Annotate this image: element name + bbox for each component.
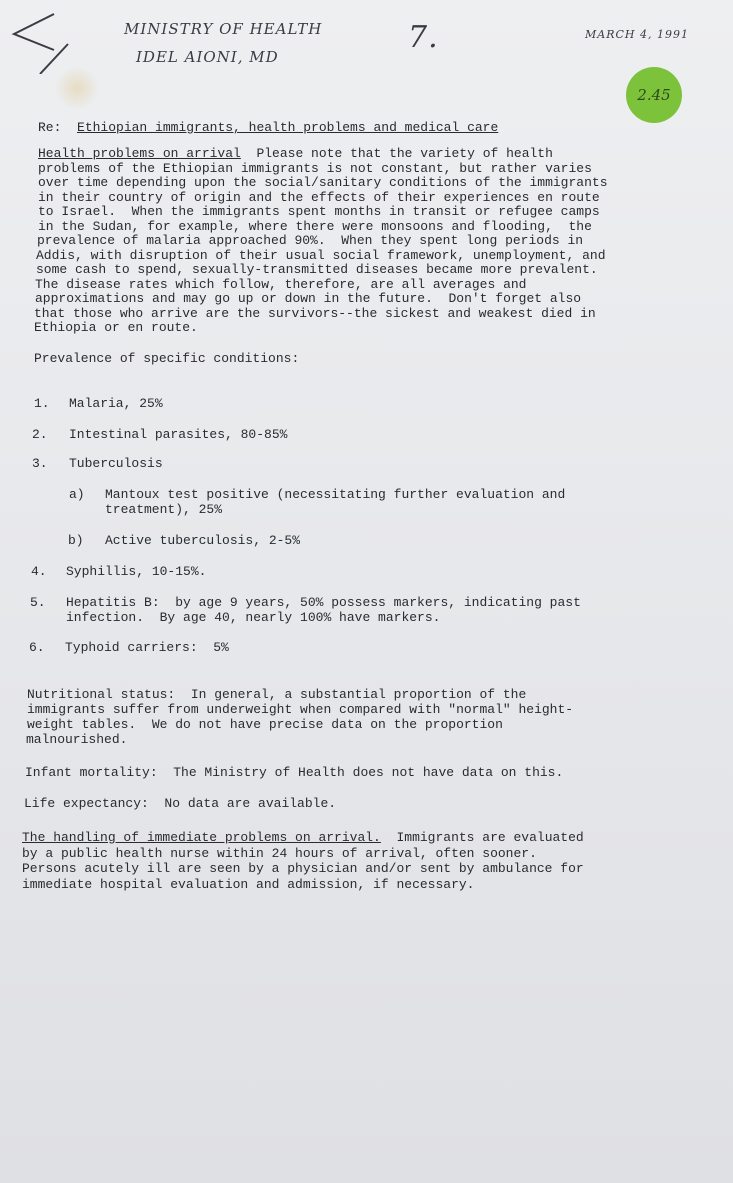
- arrival-line: problems of the Ethiopian immigrants is not constant, but rather varies: [38, 160, 592, 176]
- price-sticker: 2.45: [626, 67, 682, 123]
- paper-stain: [54, 66, 100, 110]
- condition-number: 5.: [30, 595, 46, 610]
- condition-number: 4.: [31, 564, 47, 579]
- condition-number: 6.: [29, 640, 45, 655]
- handwritten-page-number: 7.: [408, 20, 439, 55]
- handling-line: by a public health nurse within 24 hours of arrival, often sooner.: [22, 846, 537, 861]
- nutrition-line: malnourished.: [26, 732, 128, 747]
- condition-text: Intestinal parasites, 80-85%: [69, 427, 288, 442]
- arrival-line: to Israel. When the immigrants spent months in transit or refugee camps: [38, 204, 600, 219]
- handling-line: Persons acutely ill are seen by a physician and/or sent by ambulance for: [22, 861, 584, 876]
- condition-text: treatment), 25%: [105, 502, 223, 517]
- condition-number: 2.: [32, 427, 48, 442]
- handwritten-author: IDEL AIONI, MD: [136, 48, 279, 66]
- condition-text: infection. By age 40, nearly 100% have markers.: [66, 610, 441, 625]
- handling-line: immediate hospital evaluation and admission, if necessary.: [22, 877, 475, 892]
- arrival-line: that those who arrive are the survivors--the sickest and weakest died in: [34, 305, 596, 321]
- life-expectancy: Life expectancy: No data are available.: [24, 796, 337, 811]
- nutrition-line: Nutritional status: In general, a substantial proportion of the: [27, 687, 527, 702]
- condition-text: Typhoid carriers: 5%: [65, 640, 229, 655]
- arrival-line: The disease rates which follow, therefore, are all averages and: [35, 276, 527, 292]
- condition-text: Hepatitis B: by age 9 years, 50% possess markers, indicating past: [66, 595, 581, 610]
- nutrition-line: weight tables. We do not have precise data on the proportion: [27, 717, 503, 732]
- condition-number: 1.: [34, 396, 50, 411]
- condition-text: Mantoux test positive (necessitating further evaluation and: [105, 487, 566, 502]
- arrival-line: Ethiopia or en route.: [34, 320, 198, 335]
- arrival-line: Addis, with disruption of their usual social framework, unemployment, and: [36, 247, 606, 263]
- re-label: Re:: [38, 120, 62, 135]
- arrival-line: some cash to spend, sexually-transmitted diseases became more prevalent.: [36, 262, 598, 277]
- handwritten-arrow-icon: [6, 4, 76, 74]
- condition-text: Malaria, 25%: [69, 396, 163, 411]
- arrival-text: Please note that the variety of health: [256, 146, 553, 161]
- arrival-heading: Health problems on arrival: [38, 146, 241, 161]
- arrival-line: approximations and may go up or down in the future. Don't forget also: [35, 291, 582, 306]
- arrival-line: in the Sudan, for example, where there were monsoons and flooding, the: [38, 218, 592, 234]
- arrival-line-0: [38, 147, 553, 162]
- condition-subletter: a): [69, 487, 85, 502]
- arrival-line: prevalence of malaria approached 90%. When they spent long periods in: [37, 233, 584, 248]
- condition-text: Tuberculosis: [69, 456, 163, 471]
- re-line: [38, 121, 498, 136]
- arrival-line: over time depending upon the social/sanitary conditions of the immigrants: [38, 175, 608, 190]
- prevalence-heading: Prevalence of specific conditions:: [34, 351, 300, 366]
- infant-mortality: Infant mortality: The Ministry of Health does not have data on this.: [25, 765, 564, 780]
- handwritten-date: MARCH 4, 1991: [585, 28, 689, 41]
- handwritten-ministry: MINISTRY OF HEALTH: [124, 20, 323, 38]
- condition-text: Active tuberculosis, 2-5%: [105, 533, 301, 548]
- handling-heading: The handling of immediate problems on arrival.: [22, 830, 381, 845]
- handling-text: Immigrants are evaluated: [396, 830, 584, 845]
- condition-text: Syphillis, 10-15%.: [66, 564, 207, 579]
- handling-line-0: [22, 831, 584, 846]
- arrival-line: in their country of origin and the effects of their experiences en route: [38, 189, 600, 205]
- re-subject: Ethiopian immigrants, health problems and medical care: [77, 120, 499, 135]
- nutrition-line: immigrants suffer from underweight when compared with "normal" height-: [27, 702, 574, 717]
- condition-number: 3.: [32, 456, 48, 471]
- condition-subletter: b): [68, 533, 84, 548]
